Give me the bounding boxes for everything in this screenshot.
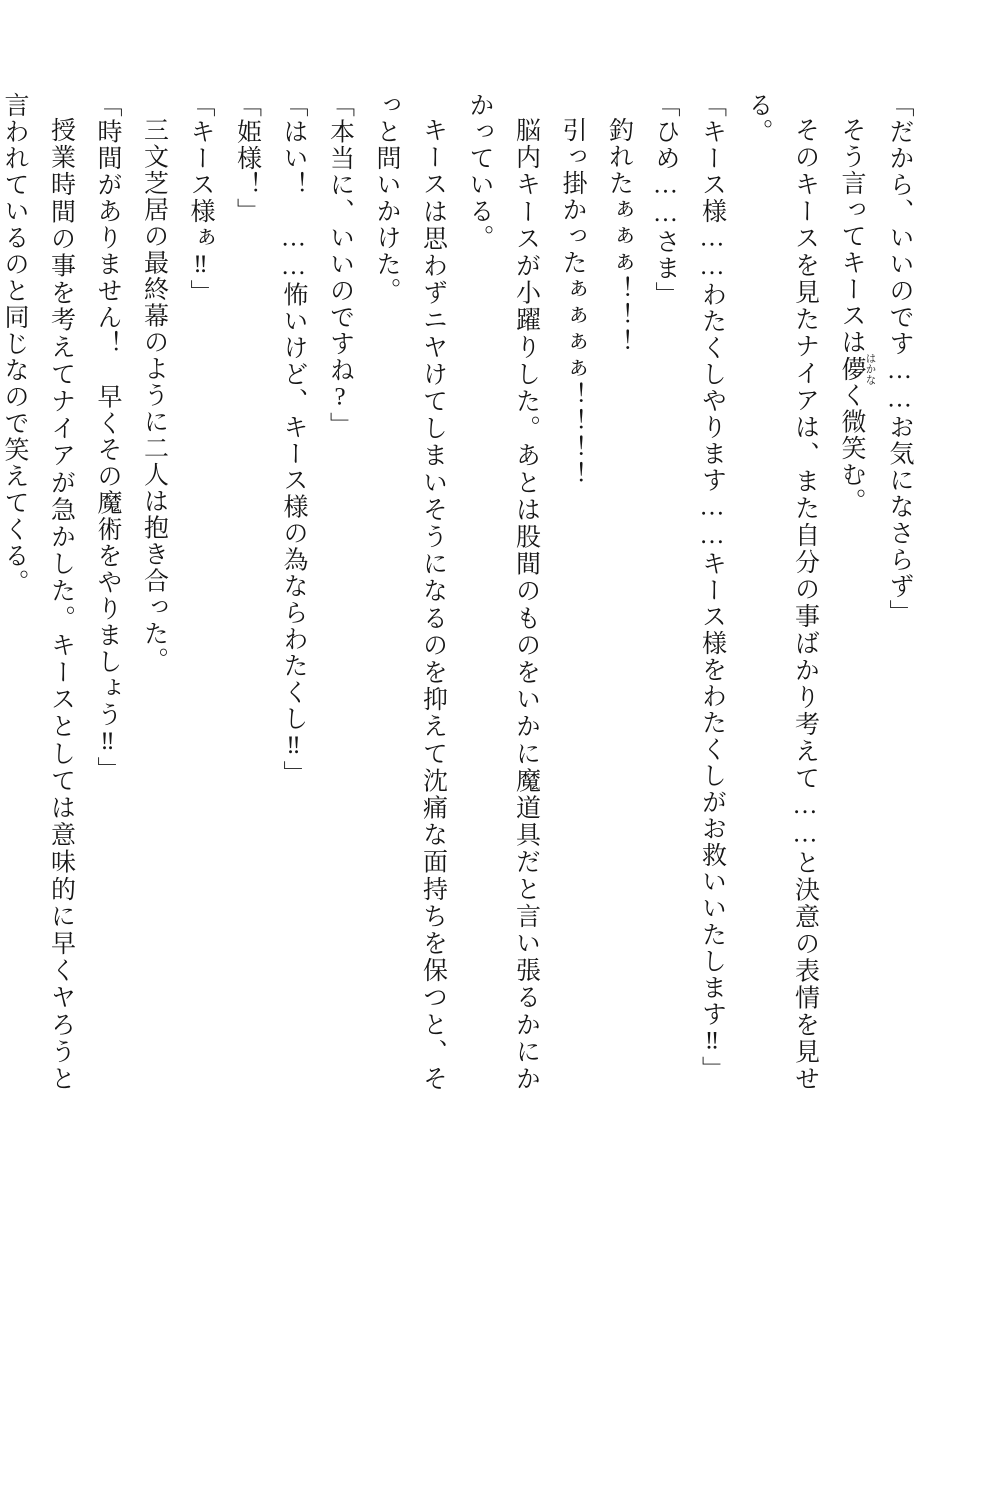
paragraph: 「はい！ ……怖いけど、キース様の為ならわたくし‼」 [280, 92, 307, 787]
paragraph: 「だから、いいのです……お気になさらず」 [886, 92, 913, 626]
paragraph: そのキースを見たナイアは、また自分の事ばかり考えて……と決意の表情を見せる。 [745, 92, 819, 1092]
paragraph: 釣れたぁぁぁ！！！ [605, 117, 633, 356]
vertical-text-body [1, 92, 922, 1092]
ruby-annotation: 儚 はかな [838, 352, 876, 385]
paragraph: 引っ掛かったぁぁぁぁ！！！！ [559, 117, 586, 488]
ruby-reading: はかな [864, 352, 876, 385]
paragraph: 授業時間の事を考えてナイアが急かした。キースとしては意味的に早くヤろうと言われているのと同じなので笑えてくる。 [1, 92, 75, 1092]
paragraph: 「キース様……わたくしやります……キース様をわたくしがお救いいたします‼」 [698, 92, 726, 1083]
paragraph: 「ひめ……さま」 [652, 92, 679, 308]
paragraph: 脳内キースが小躍りした。あとは股間のものをいかに魔道具だと言い張るかにかかっている。 [466, 92, 540, 1092]
paragraph: キースは思わずニヤけてしまいそうになるのを抑えて沈痛な面持ちを保つと、そっと問いかけた。 [373, 92, 447, 1092]
paragraph: 「本当に、いいのですね?」 [326, 92, 354, 439]
paragraph-with-ruby: そう言ってキースは儚 はかなく微笑む。 [838, 117, 876, 515]
paragraph: 三文芝居の最終幕のように二人は抱き合った。 [140, 117, 168, 674]
paragraph: 「キース様ぁ‼」 [187, 92, 214, 306]
paragraph: 「姫様！」 [233, 92, 261, 225]
paragraph: 「時間がありません！ 早くその魔術をやりましょう‼」 [94, 92, 121, 783]
